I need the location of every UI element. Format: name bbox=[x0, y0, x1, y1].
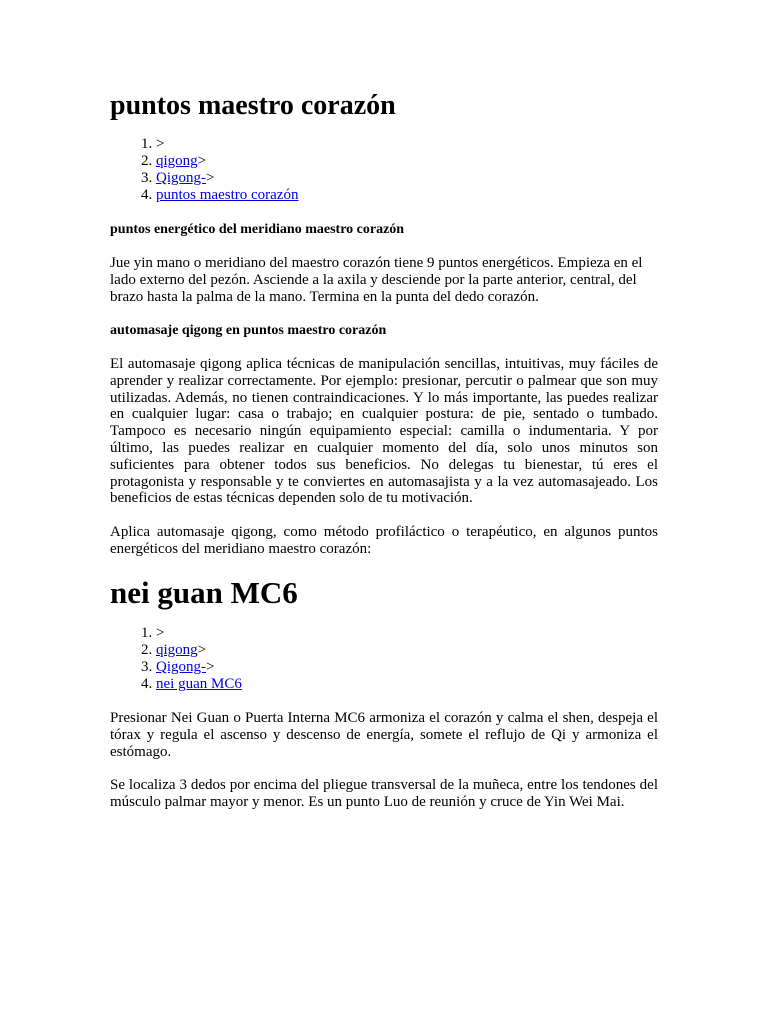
breadcrumb-link-current[interactable]: nei guan MC6 bbox=[156, 676, 242, 692]
paragraph-apply-intro: Aplica automasaje qigong, como método profiláctico o terapéutico, en algunos puntos energéticos del meridiano maestro corazón: bbox=[110, 524, 658, 557]
subheading-2-wrap bbox=[110, 322, 658, 339]
section-title-nei-guan: nei guan MC6 bbox=[110, 575, 298, 610]
breadcrumb-separator: > bbox=[156, 625, 165, 641]
breadcrumb-item-qigong bbox=[156, 642, 658, 659]
paragraph-nei-guan-location: Se localiza 3 dedos por encima del pliegue transversal de la muñeca, entre los tendones del músculo palmar mayor y menor. Es un punto Luo de reunión y cruce de Yin Wei Mai. bbox=[110, 777, 658, 810]
breadcrumb-item-qigong-category bbox=[156, 170, 658, 187]
breadcrumb-separator: > bbox=[197, 153, 207, 169]
breadcrumb-item-home bbox=[156, 136, 658, 153]
paragraph-self-massage: El automasaje qigong aplica técnicas de manipulación sencillas, intuitivas, muy fáciles de aprender y realizar correctamente. Por ejemplo: presionar, percutir o palmear que son muy utilizadas. Además, no tienen contraindicaciones. Y lo más importante, las puedes realizar en cualquier lugar: casa o trabajo; en cualquier postura: de pie, sentado o tumbado. Tampoco es necesario ningún equipamiento especial: camilla o indumentaria. Y por último, las puedes realizar en cualquier momento del día, solo unos minutos son suficientes para obtener todos sus beneficios. No delegas tu bienestar, tú eres el protagonista y responsable y te conviertes en automasajista y a la vez automasajeado. Los beneficios de estas técnicas dependen solo de tu motivación. bbox=[110, 356, 658, 507]
section-1-breadcrumb-wrap bbox=[110, 136, 658, 204]
breadcrumb-separator: > bbox=[206, 170, 215, 186]
breadcrumb-link-qigong-category[interactable]: Qigong- bbox=[156, 659, 206, 675]
paragraph-meridian-description: Jue yin mano o meridiano del maestro corazón tiene 9 puntos energéticos. Empieza en el lado externo del pezón. Asciende a la axila y desciende por la parte anterior, central, del brazo hasta la palma de la mano. Termina en la punta del dedo corazón. bbox=[110, 255, 643, 305]
paragraph-nei-guan-effects: Presionar Nei Guan o Puerta Interna MC6 armoniza el corazón y calma el shen, despeja el tórax y regula el ascenso y descenso de energía, somete el reflujo de Qi y armoniza el estómago. bbox=[110, 710, 658, 760]
breadcrumb-link-qigong[interactable]: qigong bbox=[156, 642, 198, 658]
breadcrumb-link-qigong[interactable]: qigong bbox=[156, 153, 198, 169]
section-1-header bbox=[110, 92, 658, 120]
breadcrumb-item-current bbox=[156, 676, 658, 693]
breadcrumb-link-qigong-category[interactable]: Qigong- bbox=[156, 170, 206, 186]
section-2-breadcrumb-wrap bbox=[110, 625, 658, 693]
breadcrumb bbox=[110, 625, 658, 693]
subheading-meridian-points: puntos energético del meridiano maestro corazón bbox=[110, 222, 405, 237]
paragraph-3-wrap bbox=[110, 524, 658, 558]
breadcrumb-item-qigong bbox=[156, 153, 658, 170]
breadcrumb-item-home bbox=[156, 625, 658, 642]
breadcrumb-item-qigong-category bbox=[156, 659, 658, 676]
paragraph-1-wrap bbox=[110, 255, 658, 305]
breadcrumb-separator: > bbox=[197, 642, 207, 658]
breadcrumb-item-current bbox=[156, 187, 658, 204]
paragraph-2-wrap bbox=[110, 356, 658, 507]
breadcrumb-separator: > bbox=[156, 136, 165, 152]
section-2-paragraph-2-wrap bbox=[110, 777, 658, 811]
section-2-paragraph-1-wrap bbox=[110, 710, 658, 760]
section-2-header bbox=[110, 577, 658, 608]
breadcrumb bbox=[110, 136, 658, 204]
subheading-1-wrap bbox=[110, 221, 658, 238]
subheading-self-massage: automasaje qigong en puntos maestro corazón bbox=[110, 323, 387, 338]
page-title: puntos maestro corazón bbox=[110, 90, 396, 121]
breadcrumb-separator: > bbox=[206, 659, 215, 675]
breadcrumb-link-current[interactable]: puntos maestro corazón bbox=[156, 187, 299, 203]
